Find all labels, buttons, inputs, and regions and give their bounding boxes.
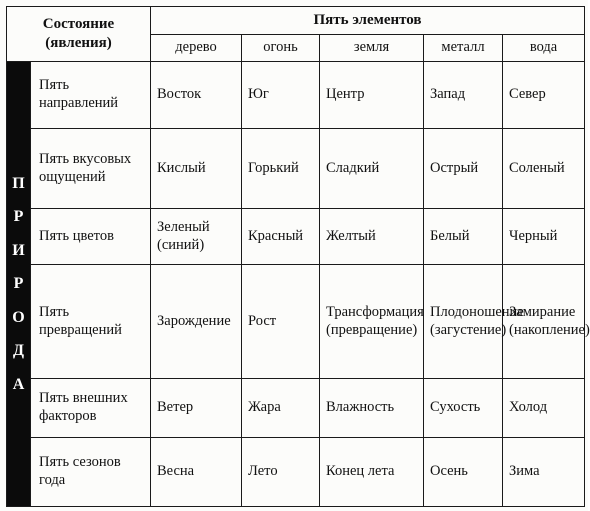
table-row (7, 265, 585, 379)
row-category: Пять превращений (31, 265, 151, 379)
cell-fire: Красный (242, 209, 320, 265)
element-header-wood: дерево (151, 35, 242, 62)
cell-earth: Сладкий (320, 129, 424, 209)
header-row-top (7, 7, 585, 35)
element-header-water: вода (503, 35, 585, 62)
cell-metal: Осень (424, 438, 503, 507)
five-elements-table (6, 6, 590, 507)
table-row (7, 62, 585, 129)
side-letter: Д (12, 342, 24, 360)
cell-metal: Белый (424, 209, 503, 265)
cell-wood: Ветер (151, 379, 242, 438)
cell-wood: Восток (151, 62, 242, 129)
cell-water: Север (503, 62, 585, 129)
table-row (7, 209, 585, 265)
row-category: Пять цветов (31, 209, 151, 265)
cell-metal: Плодоношение (загустение) (424, 265, 503, 379)
cell-fire: Горький (242, 129, 320, 209)
side-letter: А (12, 375, 25, 393)
row-category: Пять сезонов года (31, 438, 151, 507)
cell-wood: Весна (151, 438, 242, 507)
element-header-fire: огонь (242, 35, 320, 62)
cell-earth: Влажность (320, 379, 424, 438)
side-letter: И (12, 241, 25, 259)
element-header-earth: земля (320, 35, 424, 62)
cell-fire: Рост (242, 265, 320, 379)
cell-fire: Жара (242, 379, 320, 438)
cell-metal: Острый (424, 129, 503, 209)
cell-fire: Лето (242, 438, 320, 507)
cell-wood: Кислый (151, 129, 242, 209)
side-label-letters (7, 174, 30, 395)
side-letter: Р (13, 208, 24, 226)
side-letter: Р (13, 275, 24, 293)
side-label-nature (7, 62, 31, 507)
cell-wood: Зарождение (151, 265, 242, 379)
cell-water: Соленый (503, 129, 585, 209)
cell-water: Черный (503, 209, 585, 265)
cell-wood: Зеленый (синий) (151, 209, 242, 265)
row-category: Пять внешних факторов (31, 379, 151, 438)
table-row (7, 129, 585, 209)
cell-earth: Трансформация (превращение) (320, 265, 424, 379)
table-row (7, 379, 585, 438)
five-elements-header: Пять элементов (151, 7, 585, 35)
side-letter: О (12, 308, 25, 326)
cell-water: Замирание (накопление) (503, 265, 585, 379)
cell-water: Зима (503, 438, 585, 507)
cell-fire: Юг (242, 62, 320, 129)
side-letter: П (12, 174, 25, 192)
state-header: Состояние (явления) (7, 7, 151, 62)
row-category: Пять направлений (31, 62, 151, 129)
cell-water: Холод (503, 379, 585, 438)
cell-earth: Конец лета (320, 438, 424, 507)
table-row (7, 438, 585, 507)
cell-earth: Желтый (320, 209, 424, 265)
row-category: Пять вкусовых ощущений (31, 129, 151, 209)
cell-metal: Сухость (424, 379, 503, 438)
element-header-metal: металл (424, 35, 503, 62)
cell-metal: Запад (424, 62, 503, 129)
cell-earth: Центр (320, 62, 424, 129)
